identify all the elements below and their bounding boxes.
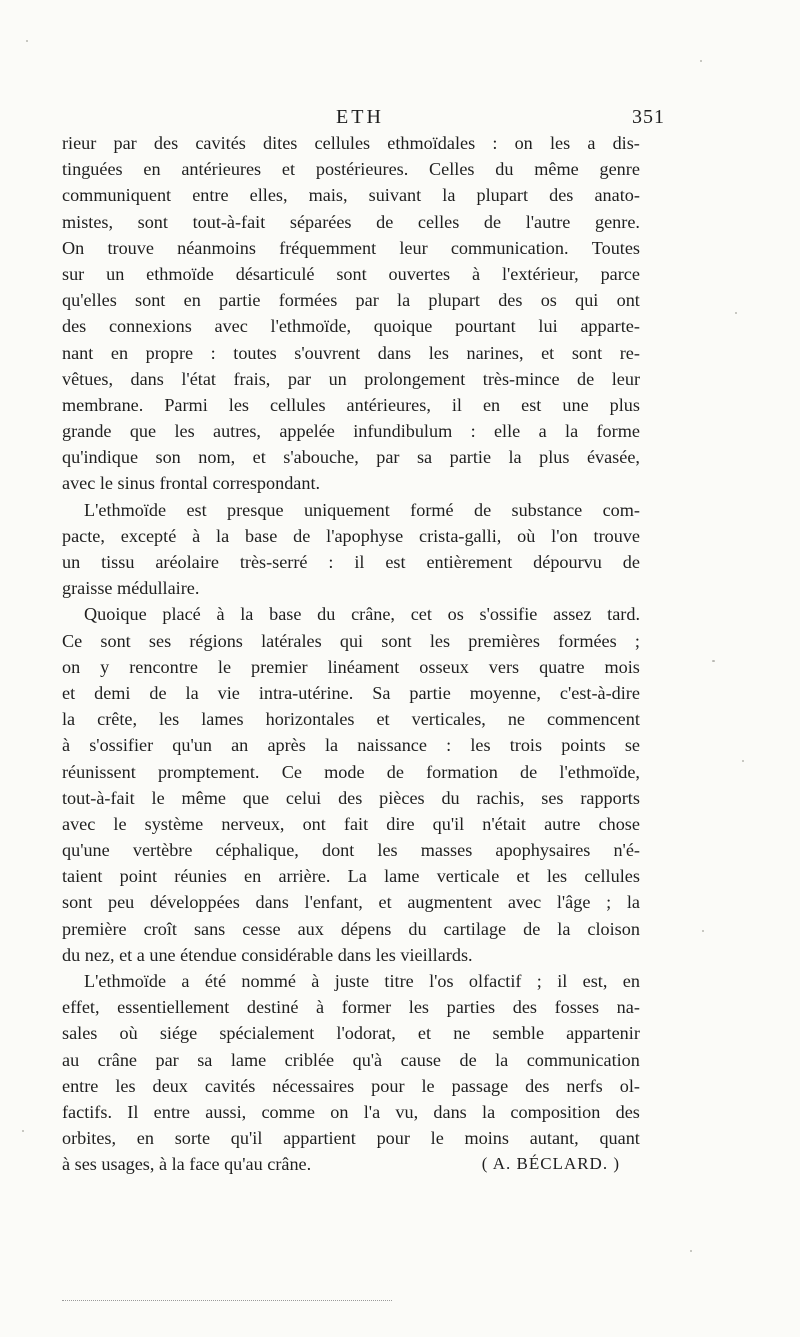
running-head-title: ETH — [336, 106, 384, 128]
page-number: 351 — [632, 106, 665, 128]
text-line: membrane. Parmi les cellules antérieures, il en est une plus — [62, 394, 640, 415]
text-line: des connexions avec l'ethmoïde, quoique pourtant lui apparte- — [62, 316, 640, 337]
text-line: avec le sinus frontal correspondant. — [62, 473, 321, 494]
text-line: nant en propre : toutes s'ouvrent dans les narines, et sont re- — [62, 342, 640, 363]
paragraph — [62, 497, 640, 602]
paragraph — [62, 130, 640, 497]
text-line: sont peu développées dans l'enfant, et augmentent avec l'âge ; la — [62, 892, 640, 913]
text-line: au crâne par sa lame criblée qu'à cause de la communication — [62, 1049, 640, 1070]
text-line: graisse médullaire. — [62, 578, 200, 599]
text-line: réunissent promptement. Ce mode de formation de l'ethmoïde, — [62, 761, 640, 782]
scan-speck — [742, 760, 744, 762]
text-line: L'ethmoïde a été nommé à juste titre l'os olfactif ; il est, en — [84, 971, 640, 991]
paragraph — [62, 968, 640, 1178]
text-line: avec le système nerveux, ont fait dire qu'il n'était autre chose — [62, 813, 640, 834]
text-line: tout-à-fait le même que celui des pièces du rachis, ses rapports — [62, 787, 640, 808]
text-line: rieur par des cavités dites cellules ethmoïdales : on les a dis- — [62, 133, 640, 153]
body-text — [62, 130, 640, 1178]
text-line: un tissu aréolaire très-serré : il est entièrement dépourvu de — [62, 552, 640, 572]
text-line: pacte, excepté à la base de l'apophyse crista-galli, où l'on trouve — [62, 525, 640, 546]
scan-speck — [712, 660, 715, 662]
text-line: taient point réunies en arrière. La lame verticale et les cellules — [62, 866, 640, 887]
text-line: on y rencontre le premier linéament osseux vers quatre mois — [62, 656, 640, 677]
text-line: tinguées en antérieures et postérieures. Celles du même genre — [62, 159, 640, 180]
text-line: effet, essentiellement destiné à former les parties des fosses na- — [62, 997, 640, 1018]
text-line: grande que les autres, appelée infundibulum : elle a la forme — [62, 421, 640, 442]
text-line: vêtues, dans l'état frais, par un prolongement très-mince de leur — [62, 368, 640, 389]
scan-speck — [690, 1250, 692, 1252]
scan-speck — [26, 40, 28, 42]
text-line: Ce sont ses régions latérales qui sont les premières formées ; — [62, 630, 640, 651]
scan-speck — [702, 930, 704, 932]
text-line: à ses usages, à la face qu'au crâne. ( A. BÉCLARD. ) — [62, 1151, 640, 1177]
text-line: qu'elles sont en partie formées par la plupart des os qui ont — [62, 290, 640, 311]
text-line: factifs. Il entre aussi, comme on l'a vu, dans la composition des — [62, 1101, 640, 1122]
text-line: à s'ossifier qu'un an après la naissance : les trois points se — [62, 735, 640, 756]
text-line: du nez, et a une étendue considérable dans les vieillards. — [62, 944, 473, 965]
text-line: première croît sans cesse aux dépens du cartilage de la cloison — [62, 918, 640, 939]
text-line: L'ethmoïde est presque uniquement formé de substance com- — [84, 499, 640, 520]
text-line: Quoique placé à la base du crâne, cet os s'ossifie assez tard. — [84, 604, 640, 625]
text-line: mistes, sont tout-à-fait séparées de celles de l'autre genre. — [62, 211, 640, 232]
text-line: entre les deux cavités nécessaires pour le passage des nerfs ol- — [62, 1075, 640, 1096]
text-line: sales où siége spécialement l'odorat, et ne semble appartenir — [62, 1023, 640, 1044]
text-line: et demi de la vie intra-utérine. Sa partie moyenne, c'est-à-dire — [62, 682, 640, 703]
text-line: orbites, en sorte qu'il appartient pour le moins autant, quant — [62, 1128, 640, 1149]
text-line: qu'une vertèbre céphalique, dont les masses apophysaires n'é- — [62, 840, 640, 861]
text-line: la crête, les lames horizontales et verticales, ne commencent — [62, 709, 640, 730]
text-line: sur un ethmoïde désarticulé sont ouvertes à l'extérieur, parce — [62, 263, 640, 284]
scan-speck — [700, 60, 702, 62]
text-line: communiquent entre elles, mais, suivant la plupart des anato- — [62, 185, 640, 206]
scan-speck — [22, 1130, 24, 1132]
text-line: On trouve néanmoins fréquemment leur communication. Toutes — [62, 237, 640, 258]
author-signature: ( A. BÉCLARD. ) — [481, 1154, 620, 1174]
paragraph — [62, 601, 640, 968]
text-line: qu'indique son nom, et s'abouche, par sa partie la plus évasée, — [62, 447, 640, 468]
scan-speck — [735, 312, 737, 314]
bottom-rule — [62, 1300, 392, 1301]
